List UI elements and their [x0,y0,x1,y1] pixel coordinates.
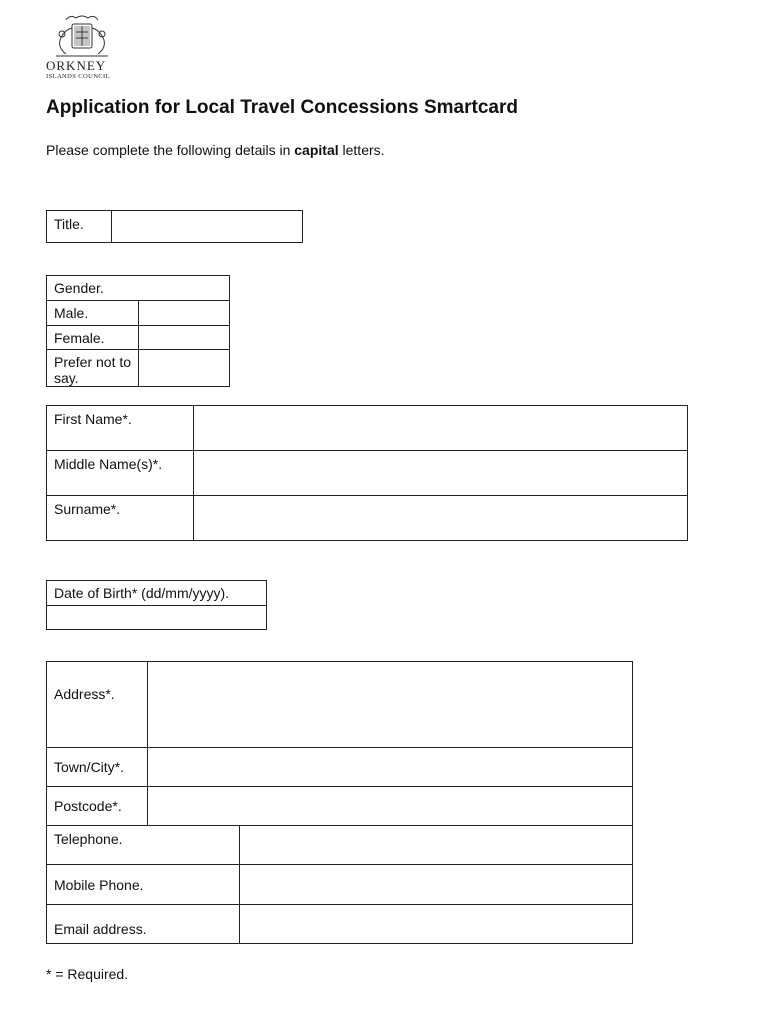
title-table [46,210,303,243]
contact-table [46,825,633,944]
dob-table [46,580,267,630]
email-input[interactable] [240,905,633,944]
names-table [46,405,688,541]
gender-option-prefer-not: Prefer not to say. [47,350,139,387]
logo-wordmark: ORKNEY [46,58,107,73]
intro-emphasis: capital [294,142,339,158]
gender-option-male: Male. [47,301,139,326]
surname-input[interactable] [194,496,688,541]
dob-input[interactable] [47,606,267,630]
title-input[interactable] [112,211,303,243]
required-note: * = Required. [46,966,129,982]
first-name-label: First Name*. [47,406,194,451]
address-label: Address*. [47,662,148,748]
intro-prefix: Please complete the following details in [46,142,295,158]
gender-prefer-not-checkbox[interactable] [138,350,230,387]
surname-label: Surname*. [47,496,194,541]
first-name-input[interactable] [194,406,688,451]
middle-name-input[interactable] [194,451,688,496]
mobile-label: Mobile Phone. [47,865,240,905]
gender-female-checkbox[interactable] [138,326,230,350]
postcode-label: Postcode*. [47,787,148,826]
telephone-input[interactable] [240,826,633,865]
dob-label: Date of Birth* (dd/mm/yyyy). [47,581,267,606]
gender-male-checkbox[interactable] [138,301,230,326]
address-table [46,661,633,826]
title-label: Title. [47,211,112,243]
middle-name-label: Middle Name(s)*. [47,451,194,496]
telephone-label: Telephone. [47,826,240,865]
mobile-input[interactable] [240,865,633,905]
gender-option-female: Female. [47,326,139,350]
postcode-input[interactable] [148,787,633,826]
gender-heading: Gender. [47,276,230,301]
email-label: Email address. [47,905,240,944]
gender-table [46,275,230,387]
town-label: Town/City*. [47,748,148,787]
intro-text [46,142,385,158]
intro-suffix: letters. [338,142,385,158]
address-input[interactable] [148,662,633,748]
page-title: Application for Local Travel Concessions Smartcard [46,97,518,118]
logo-subtitle: ISLANDS COUNCIL [46,73,110,80]
town-input[interactable] [148,748,633,787]
